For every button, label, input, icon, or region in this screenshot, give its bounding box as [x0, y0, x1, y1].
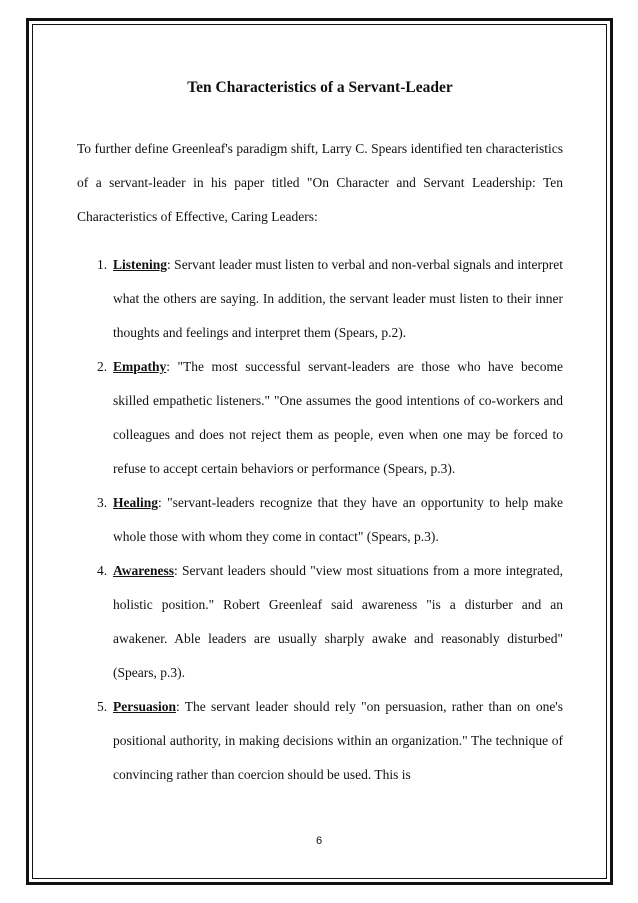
list-item: [77, 248, 563, 350]
list-item-text: : Servant leader must listen to verbal and non-verbal signals and interpret what the others are saying. In addition, the servant leader must listen to their inner thoughts and feelings and interpret them (Spears, p.2).: [113, 257, 563, 340]
list-item-number: 4.: [97, 563, 108, 578]
list-item: [77, 690, 563, 792]
list-item: [77, 350, 563, 486]
list-item: [77, 486, 563, 554]
list-item-number: 2.: [97, 359, 108, 374]
characteristics-list: [77, 248, 563, 792]
list-item-text: : "The most successful servant-leaders are those who have become skilled empathetic listeners." "One assumes the good intentions of co-workers and colleagues and does not reject them as people, even when one may be forced to refuse to accept certain behaviors or performance (Spears, p.3).: [113, 359, 563, 476]
list-item-text: : Servant leaders should "view most situations from a more integrated, holistic position." Robert Greenleaf said awareness "is a disturber and an awakener. Able leaders are usually sharply awake and reasonably disturbed" (Spears, p.3).: [113, 563, 563, 680]
list-item-text: : "servant-leaders recognize that they have an opportunity to help make whole those with whom they come in contact" (Spears, p.3).: [113, 495, 563, 544]
list-item-term: Persuasion: [113, 699, 177, 714]
intro-paragraph: To further define Greenleaf's paradigm shift, Larry C. Spears identified ten characteristics of a servant-leader in his paper titled "On Character and Servant Leadership: Ten Characteristics of Effective, Caring Leaders:: [77, 141, 563, 224]
list-item: [77, 554, 563, 690]
list-item-number: 3.: [97, 495, 108, 510]
list-item-number: 5.: [97, 699, 108, 714]
list-item-text: : The servant leader should rely "on persuasion, rather than on one's positional authority, in making decisions within an organization." The technique of convincing rather than coercion should be used. This is: [113, 699, 563, 782]
document-title: Ten Characteristics of a Servant-Leader: [187, 79, 453, 96]
list-item-term: Listening: [113, 257, 168, 272]
list-item-term: Empathy: [113, 359, 167, 374]
list-item-number: 1.: [97, 257, 108, 272]
list-item-term: Awareness: [113, 563, 174, 578]
page-number: 6: [315, 835, 323, 847]
list-item-term: Healing: [113, 495, 159, 510]
page-content: [77, 78, 563, 792]
